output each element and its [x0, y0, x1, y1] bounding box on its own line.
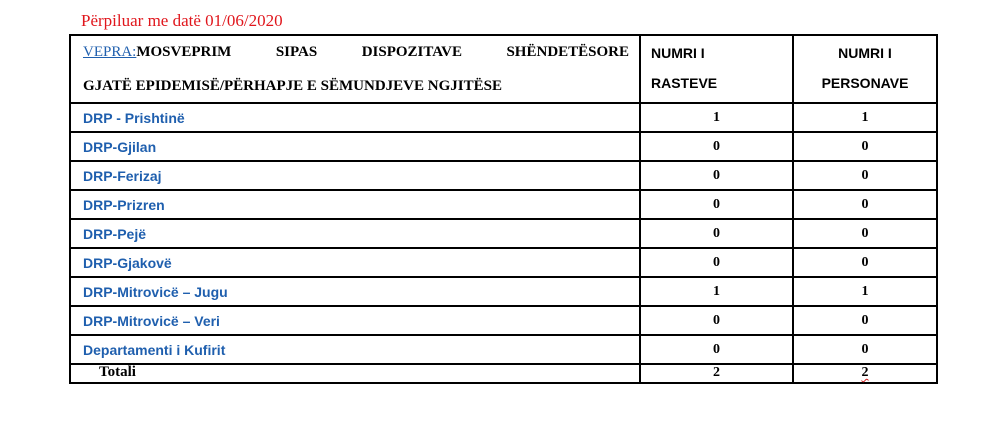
persons-cell: 0: [793, 132, 937, 161]
cases-cell: 0: [640, 132, 793, 161]
persons-cell: 0: [793, 161, 937, 190]
header-offense-cell: [70, 35, 640, 103]
table-row: [70, 190, 937, 219]
region-cell: DRP-Ferizaj: [70, 161, 640, 190]
header-cases-line2: RASTEVE: [651, 75, 718, 91]
cases-cell: 0: [640, 161, 793, 190]
cases-cell: 1: [640, 103, 793, 132]
table-row: [70, 219, 937, 248]
header-cases-cell: [640, 35, 793, 103]
document-caption: Përpiluar me datë 01/06/2020: [81, 11, 283, 30]
total-label-cell: Totali: [70, 364, 640, 383]
statistics-table: [69, 34, 938, 384]
persons-cell: 0: [793, 306, 937, 335]
vepra-word: SHËNDETËSORE: [506, 44, 630, 60]
cases-cell: 0: [640, 335, 793, 364]
vepra-label: VEPRA:: [83, 44, 137, 60]
region-cell: DRP-Mitrovicë – Jugu: [70, 277, 640, 306]
total-cases-cell: 2: [640, 364, 793, 383]
table-row: [70, 248, 937, 277]
table-total-row: [70, 364, 937, 383]
persons-cell: 1: [793, 103, 937, 132]
persons-cell: 1: [793, 277, 937, 306]
vepra-word: MOSVEPRIM: [136, 44, 232, 60]
total-persons-cell: [793, 364, 937, 383]
statistics-table-container: [69, 34, 936, 384]
vepra-word: DISPOZITAVE: [361, 44, 462, 60]
region-cell: Departamenti i Kufirit: [70, 335, 640, 364]
vepra-word: SIPAS: [275, 44, 318, 60]
header-persons-line2: PERSONAVE: [821, 75, 909, 91]
region-cell: DRP-Mitrovicë – Veri: [70, 306, 640, 335]
cases-cell: 0: [640, 306, 793, 335]
table-row: [70, 277, 937, 306]
region-cell: DRP - Prishtinë: [70, 103, 640, 132]
header-cases-line1: NUMRI I: [651, 45, 705, 61]
header-persons-cell: [793, 35, 937, 103]
table-row: [70, 306, 937, 335]
table-row: [70, 132, 937, 161]
cases-cell: 0: [640, 190, 793, 219]
cases-cell: 0: [640, 248, 793, 277]
header-offense-line1: [83, 39, 629, 65]
persons-cell: 0: [793, 219, 937, 248]
total-persons-value: 2: [861, 365, 869, 380]
cases-cell: 1: [640, 277, 793, 306]
header-offense-line2: GJATË EPIDEMISË/PËRHAPJE E SËMUNDJEVE NGJITËSE: [83, 78, 502, 94]
persons-cell: 0: [793, 248, 937, 277]
cases-cell: 0: [640, 219, 793, 248]
region-cell: DRP-Pejë: [70, 219, 640, 248]
header-persons-line1: NUMRI I: [838, 45, 892, 61]
table-row: [70, 103, 937, 132]
table-row: [70, 335, 937, 364]
region-cell: DRP-Gjakovë: [70, 248, 640, 277]
table-header-row: [70, 35, 937, 103]
region-cell: DRP-Gjilan: [70, 132, 640, 161]
table-row: [70, 161, 937, 190]
persons-cell: 0: [793, 190, 937, 219]
persons-cell: 0: [793, 335, 937, 364]
region-cell: DRP-Prizren: [70, 190, 640, 219]
